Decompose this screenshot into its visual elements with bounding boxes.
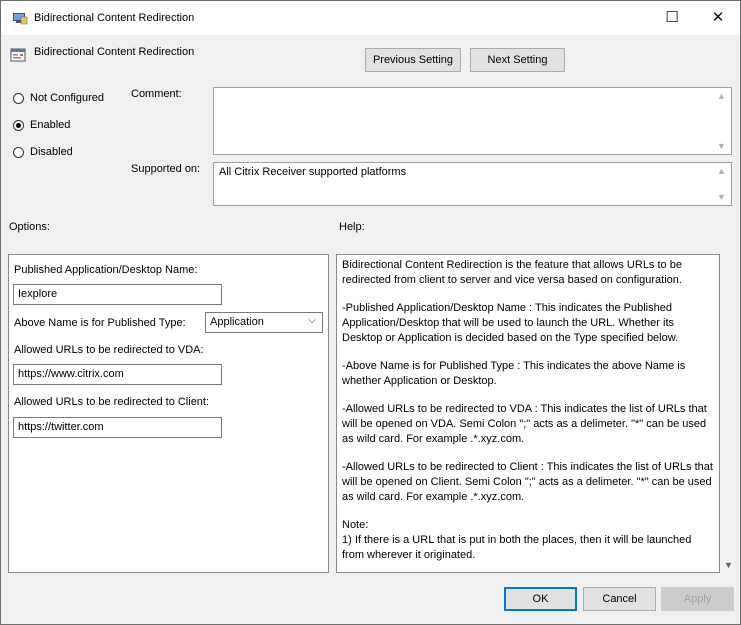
published-type-select[interactable]: Application ⌵ <box>205 312 323 333</box>
apply-button[interactable]: Apply <box>661 587 734 611</box>
scroll-down-icon: ▼ <box>717 192 726 202</box>
help-label: Help: <box>339 221 365 233</box>
chevron-down-icon: ⌵ <box>308 315 316 326</box>
setting-title: Bidirectional Content Redirection <box>34 46 195 58</box>
help-paragraph: -Allowed URLs to be redirected to Client : This indicates the list of URLs that will be opened on Client. Semi Colon ";" acts as a delimeter. "*" can be used as wild card. For example .*.xyz.com. <box>342 461 713 503</box>
help-paragraph: -Above Name is for Published Type : This indicates the above Name is whether Application or Desktop. <box>342 360 686 387</box>
setting-icon <box>10 47 26 66</box>
radio-circle-selected <box>13 120 24 131</box>
radio-circle <box>13 147 24 158</box>
policy-app-icon <box>12 11 28 28</box>
scroll-up-icon: ▲ <box>717 91 726 101</box>
help-paragraph: -Allowed URLs to be redirected to VDA : This indicates the list of URLs that will be opened on VDA. Semi Colon ";" acts as a delimeter. "*" can be used as wild card. For example .*.xyz.com. <box>342 403 707 445</box>
help-paragraph: -Published Application/Desktop Name : This indicates the Published Application/Desktop that will be used to launch the URL. Whether its Desktop or Application is decided based on the Type specified below. <box>342 302 679 344</box>
help-scrollbar[interactable] <box>720 254 737 572</box>
comment-textarea[interactable] <box>213 87 732 155</box>
client-urls-label: Allowed URLs to be redirected to Client: <box>14 396 210 408</box>
title-bar <box>1 1 740 35</box>
maximize-button[interactable]: ☐ <box>665 9 679 26</box>
ok-button[interactable]: OK <box>504 587 577 611</box>
radio-circle <box>13 93 24 104</box>
help-paragraph: Bidirectional Content Redirection is the feature that allows URLs to be redirected from client to server and vice versa based on configuration. <box>342 259 682 286</box>
scroll-down-icon[interactable]: ▼ <box>724 560 733 570</box>
options-panel <box>8 254 329 573</box>
client-urls-input[interactable]: https://twitter.com <box>13 417 222 438</box>
vda-urls-label: Allowed URLs to be redirected to VDA: <box>14 344 204 356</box>
supported-on-field: All Citrix Receiver supported platforms ▲ ▼ <box>213 162 732 206</box>
policy-setting-dialog: Bidirectional Content Redirection ☐ ✕ Bidirectional Content Redirection Previous Setting Next Setting Not Configured Enabled Disabled Comment: ▲ ▼ Supported on: All Citrix Receiver supported platforms ▲ ▼ Options: Help: Published Application/Desktop Name: Iexplore Above Name is for Published Type: Application ⌵ Allowed URLs to be redirected to VDA: https://www.citrix.com Allowed URLs to be redirected to Client: https://twitter.com Bidirectional Content Redirection is the feature that allows URLs to be redirected from client to server and vice versa based on configuration. -Published Application/Desktop Name : This indicates the Published Application/Desktop that will be used to launch the URL. Whether its Desktop or Application is decided based on the Type specified below. -Above Name is for Published Type : This indicates the above Name is whether Application or Desktop. -Allowed URLs to be redirected to VDA : This indicates the list of URLs that will be opened on VDA. Semi Colon ";" acts as a delimeter. "*" can be used as wild card. For example .*.xyz.com. -Allowed URLs to be redirected to Client : This indicates the list of URLs that will be opened on Client. Semi Colon ";" acts as a delimeter. "*" can be used as wild card. For example .*.xyz.com. Note: 1) If there is a URL that is put in both the places, then it will be launched from wherever it originated. ▼ OK Cancel Apply <box>0 0 741 625</box>
help-panel <box>336 254 720 573</box>
cancel-button[interactable]: Cancel <box>583 587 656 611</box>
app-name-label: Published Application/Desktop Name: <box>14 264 198 276</box>
help-note-title: Note: <box>342 519 369 531</box>
options-label: Options: <box>9 221 50 233</box>
help-note-text: 1) If there is a URL that is put in both the places, then it will be launched from wherever it originated. <box>342 534 692 561</box>
scroll-down-icon: ▼ <box>717 141 726 151</box>
scroll-up-icon: ▲ <box>717 166 726 176</box>
window-title: Bidirectional Content Redirection <box>34 12 195 24</box>
close-button[interactable]: ✕ <box>711 9 725 26</box>
previous-setting-button[interactable]: Previous Setting <box>365 48 461 72</box>
published-type-label: Above Name is for Published Type: <box>14 317 186 329</box>
comment-label: Comment: <box>131 88 182 100</box>
app-name-input[interactable]: Iexplore <box>13 284 222 305</box>
vda-urls-input[interactable]: https://www.citrix.com <box>13 364 222 385</box>
supported-on-label: Supported on: <box>131 163 201 175</box>
next-setting-button[interactable]: Next Setting <box>470 48 565 72</box>
